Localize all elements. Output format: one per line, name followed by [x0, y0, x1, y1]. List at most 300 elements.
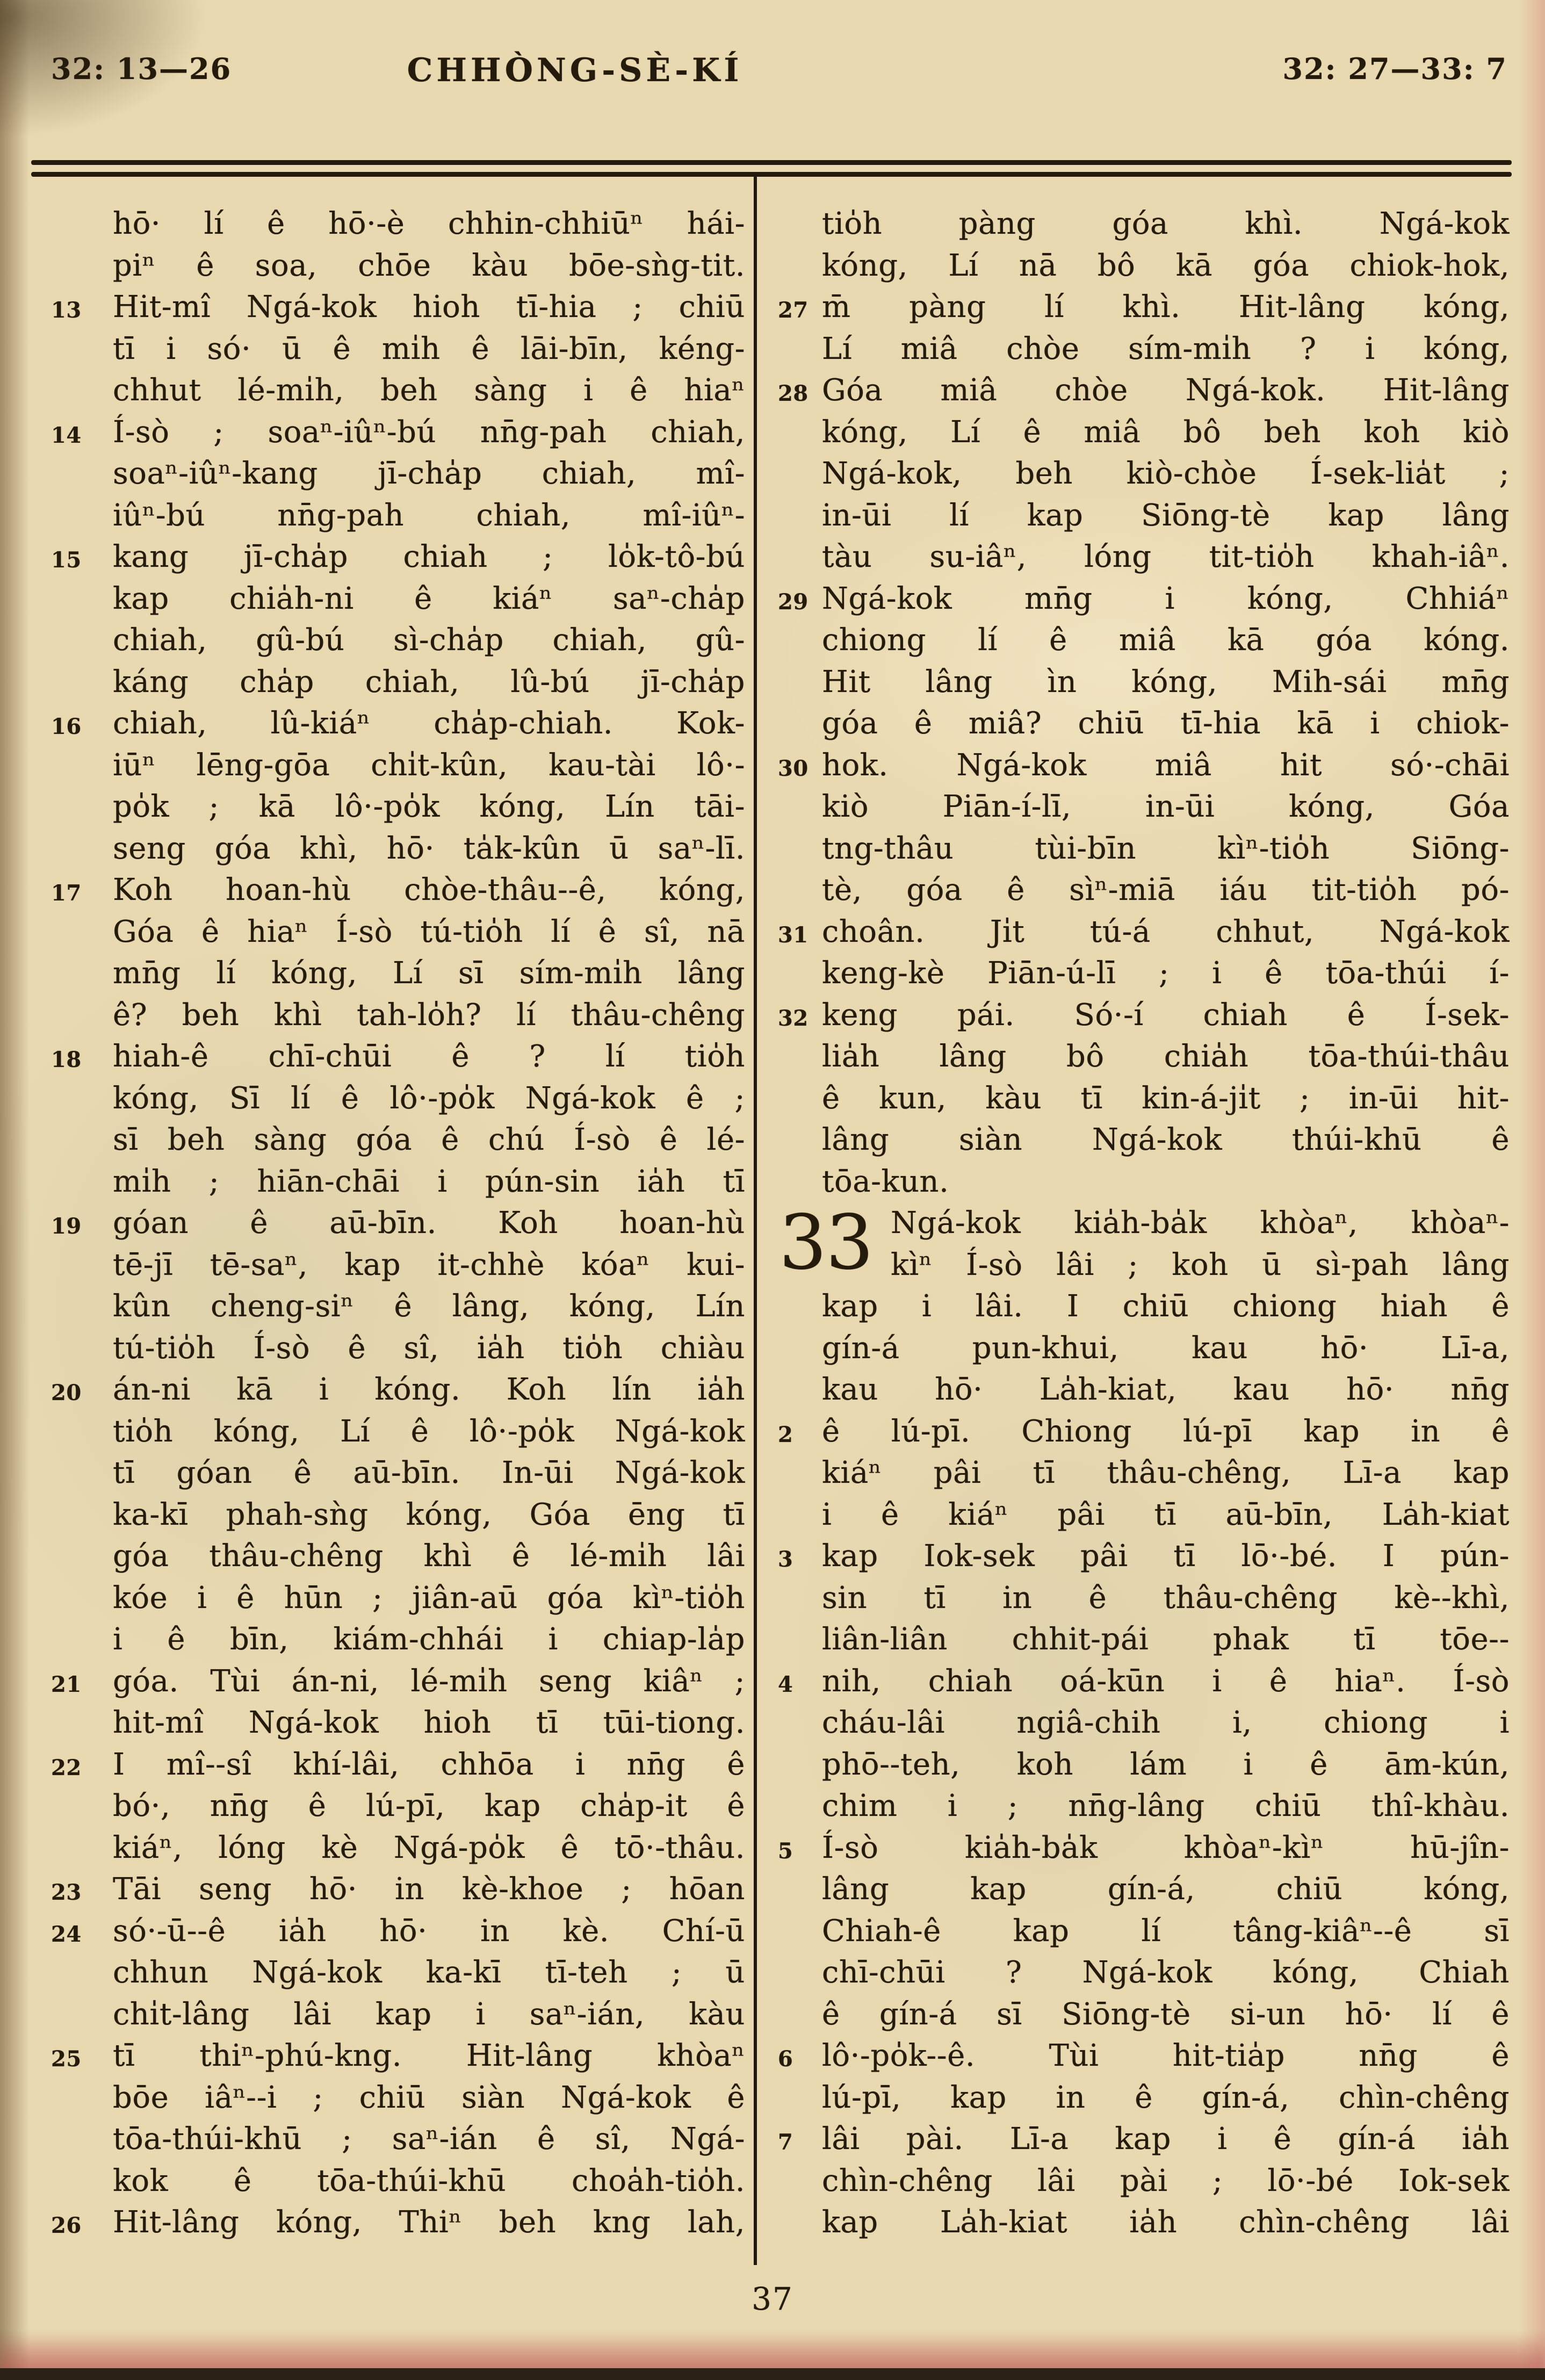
verse-number [51, 370, 113, 412]
verse-number: 23 [51, 1880, 82, 1905]
verse-text-line [51, 1744, 745, 1786]
verse-number [51, 1619, 113, 1661]
verse-text-line [778, 453, 1510, 495]
verse-text-line [51, 328, 745, 370]
verse-number: 15 [51, 547, 82, 573]
verse-text: ka-kī phah-sǹg kóng, Góa ēng tī [113, 1497, 745, 1532]
verse-text: tī góan ê aū-bīn. In-ūi Ngá-kok [113, 1455, 745, 1490]
verse-text-line [778, 1078, 1510, 1120]
verse-text-line [778, 2202, 1510, 2244]
verse-number [51, 2077, 113, 2119]
verse-text-line [778, 619, 1510, 661]
verse-text: kap Iok-sek pâi tī lō·-bé. I pún- [822, 1539, 1510, 1574]
verse-text-line [51, 1161, 745, 1203]
verse-text: Góa ê hiaⁿ Í-sò tú-tio̍h lí ê sî, nā [113, 914, 745, 949]
verse-number: 27 [778, 298, 808, 323]
verse-text-line [51, 1452, 745, 1494]
verse-number: 21 [51, 1671, 82, 1697]
verse-text-line [778, 286, 1510, 328]
verse-text-line [51, 1661, 745, 1703]
verse-text: m̄ pàng lí khì. Hit-lâng kóng, [822, 290, 1510, 324]
verse-number [778, 2077, 822, 2119]
verse-text: Ngá-kok kia̍h-ba̍k khòaⁿ, khòaⁿ- [891, 1206, 1510, 1241]
verse-text-line [51, 1785, 745, 1827]
verse-text: án-ni kā i kóng. Koh lín ia̍h [113, 1372, 745, 1407]
verse-text: po̍k ; kā lô·-po̍k kóng, Lín tāi- [113, 789, 745, 824]
verse-number [51, 2118, 113, 2160]
verse-text-line [778, 1661, 1510, 1703]
verse-number [51, 828, 113, 870]
verse-text-line [51, 828, 745, 870]
verse-text-line [51, 1577, 745, 1619]
verse-text: tio̍h kóng, Lí ê lô·-po̍k Ngá-kok [113, 1413, 745, 1449]
verse-text-line [778, 1619, 1510, 1661]
text-column-right [778, 203, 1510, 2244]
verse-number [778, 1577, 822, 1619]
verse-text-line [778, 1411, 1510, 1453]
verse-text: chim i ; nn̄g-lâng chiū thî-khàu. [822, 1788, 1510, 1823]
verse-text: tio̍h pàng góa khì. Ngá-kok [822, 206, 1510, 241]
verse-text: kóng, Lí ê miâ bô beh koh kiò [822, 414, 1510, 450]
verse-number [778, 1994, 822, 2036]
verse-number [778, 536, 822, 578]
verse-text-line [778, 1952, 1510, 1994]
verse-text: góa ê miâ? chiū tī-hia kā i chiok- [822, 706, 1510, 741]
verse-number [778, 245, 822, 287]
verse-text: chhut lé-mi̍h, beh sàng i ê hiaⁿ [113, 373, 745, 408]
verse-number [778, 953, 822, 994]
verse-text-line [778, 1785, 1510, 1827]
verse-text: tī i só· ū ê mi̍h ê lāi-bīn, kéng- [113, 331, 745, 366]
verse-number [51, 911, 113, 953]
verse-text: piⁿ ê soa, chōe kàu bōe-sǹg-tit. [113, 248, 745, 283]
verse-number: 20 [51, 1380, 82, 1405]
verse-text: i ê bīn, kiám-chhái i chiap-la̍p [113, 1622, 745, 1657]
verse-text-line [51, 1369, 745, 1411]
verse-text-line [51, 2202, 745, 2244]
verse-number [51, 1535, 113, 1577]
text-column-left [51, 203, 745, 2244]
verse-text: gín-á pun-khui, kau hō· Lī-a, [822, 1330, 1510, 1366]
verse-text: lia̍h lâng bô chia̍h tōa-thúi-thâu [822, 1039, 1510, 1074]
verse-text-line [51, 1119, 745, 1161]
verse-number [778, 828, 822, 870]
verse-text-line [778, 2077, 1510, 2119]
verse-text-line [778, 1577, 1510, 1619]
verse-text: kok ê tōa-thúi-khū choa̍h-tio̍h. [113, 2163, 745, 2198]
verse-text: góa. Tùi án-ni, lé-mi̍h seng kiâⁿ ; [113, 1663, 745, 1699]
verse-text-line [51, 1827, 745, 1869]
bottom-ink-stain [0, 2335, 1545, 2372]
verse-number [51, 245, 113, 287]
verse-number: 31 [778, 922, 808, 948]
verse-text: Ngá-kok mn̄g i kóng, Chhiáⁿ [822, 581, 1510, 616]
verse-text: chiah, gû-bú sì-cha̍p chiah, gû- [113, 623, 745, 658]
verse-text: mi̍h ; hiān-chāi i pún-sin ia̍h tī [113, 1164, 745, 1199]
verse-number [51, 953, 113, 994]
verse-text: seng góa khì, hō· ta̍k-kûn ū saⁿ-lī. [113, 831, 745, 866]
verse-text: tē-jī tē-saⁿ, kap it-chhè kóaⁿ kui- [113, 1247, 745, 1282]
verse-text: bōe iâⁿ--i ; chiū siàn Ngá-kok ê [113, 2080, 745, 2115]
verse-text: kóe i ê hūn ; jiân-aū góa kìⁿ-tio̍h [113, 1580, 745, 1615]
verse-text-line [778, 412, 1510, 453]
page-number: 37 [752, 2281, 793, 2317]
verse-text: sin tī in ê thâu-chêng kè--khì, [822, 1580, 1510, 1615]
verse-text: tōa-kun. [822, 1164, 949, 1199]
verse-text: Hit-mî Ngá-kok hioh tī-hia ; chiū [113, 290, 745, 324]
verse-number [51, 1161, 113, 1203]
verse-text-line [778, 953, 1510, 994]
verse-number: 19 [51, 1214, 82, 1239]
verse-number [51, 203, 113, 245]
verse-number [778, 1494, 822, 1536]
verse-text-line [778, 1244, 1510, 1286]
verse-number [51, 1785, 113, 1827]
verse-text: só·-ū--ê ia̍h hō· in kè. Chí-ū [113, 1913, 745, 1949]
verse-number [778, 1286, 822, 1328]
verse-text-line [51, 2077, 745, 2119]
verse-text-line [51, 953, 745, 994]
verse-number: 29 [778, 589, 808, 615]
verse-text-line [51, 2035, 745, 2077]
verse-number: 24 [51, 1921, 82, 1947]
header-title: CHHÒNG-SÈ-KÍ [407, 52, 743, 89]
verse-text: chiah, lû-kiáⁿ cha̍p-chiah. Kok- [113, 706, 745, 741]
verse-number [51, 578, 113, 620]
verse-number [778, 1036, 822, 1078]
verse-text-line [51, 1328, 745, 1369]
verse-text-line [51, 661, 745, 703]
verse-text-line [778, 1036, 1510, 1078]
verse-text-line [51, 370, 745, 412]
verse-text: in-ūi lí kap Siōng-tè kap lâng [822, 497, 1510, 533]
verse-number [51, 453, 113, 495]
verse-number [778, 453, 822, 495]
verse-text: keng pái. Só·-í chiah ê Í-sek- [822, 997, 1510, 1033]
verse-text-line [51, 1286, 745, 1328]
verse-text: soaⁿ-iûⁿ-kang jī-cha̍p chiah, mî- [113, 456, 745, 491]
verse-text: tōa-thúi-khū ; saⁿ-ián ê sî, Ngá- [113, 2122, 745, 2157]
header-left-reference: 32: 13—26 [51, 52, 232, 86]
verse-text-line [778, 1535, 1510, 1577]
verse-number [778, 1702, 822, 1744]
verse-number [51, 1494, 113, 1536]
verse-text-line [51, 911, 745, 953]
verse-number [778, 1869, 822, 1910]
verse-text: keng-kè Piān-ú-lī ; i ê tōa-thúi í- [822, 956, 1510, 991]
verse-number [51, 1952, 113, 1994]
verse-number [51, 786, 113, 828]
verse-number [778, 203, 822, 245]
verse-text: kìⁿ Í-sò lâi ; koh ū sì-pah lâng [891, 1247, 1510, 1282]
verse-text-line [778, 1494, 1510, 1536]
verse-text: tng-thâu tùi-bīn kìⁿ-tio̍h Siōng- [822, 831, 1510, 866]
verse-text-line [51, 1411, 745, 1453]
verse-text: hit-mî Ngá-kok hioh tī tūi-tiong. [113, 1705, 745, 1740]
verse-text: kóng, Lí nā bô kā góa chiok-hok, [822, 248, 1510, 283]
verse-number [778, 1119, 822, 1161]
verse-text-line [51, 2118, 745, 2160]
verse-text-line [51, 1994, 745, 2036]
verse-text-line [51, 619, 745, 661]
verse-number [778, 412, 822, 453]
header-rule-top [31, 160, 1512, 165]
verse-text: kiáⁿ pâi tī thâu-chêng, Lī-a kap [822, 1455, 1510, 1490]
verse-number: 13 [51, 298, 82, 323]
verse-text: lú-pī, kap in ê gín-á, chìn-chêng [822, 2080, 1510, 2115]
verse-number: 28 [778, 381, 808, 406]
verse-text: Hit-lâng kóng, Thiⁿ beh kng lah, [113, 2205, 745, 2240]
verse-number [778, 1328, 822, 1369]
verse-text: lâi pài. Lī-a kap i ê gín-á ia̍h [822, 2122, 1510, 2157]
verse-text: chiong lí ê miâ kā góa kóng. [822, 623, 1510, 658]
verse-text: kang jī-cha̍p chiah ; lo̍k-tô-bú [113, 539, 745, 574]
verse-text-line [51, 1619, 745, 1661]
verse-text-line [778, 1369, 1510, 1411]
verse-number [778, 495, 822, 537]
verse-text: kiáⁿ, lóng kè Ngá-po̍k ê tō·-thâu. [113, 1830, 745, 1865]
verse-number [778, 1369, 822, 1411]
verse-number: 6 [778, 2046, 793, 2072]
verse-text: choân. Ji̍t tú-á chhut, Ngá-kok [822, 914, 1510, 949]
verse-text-line [778, 661, 1510, 703]
verse-text-line [51, 1244, 745, 1286]
verse-text: chī-chūi ? Ngá-kok kóng, Chiah [822, 1955, 1510, 1990]
verse-number [51, 1328, 113, 1369]
verse-text-line [778, 203, 1510, 245]
verse-text: ê kun, kàu tī kin-á-ji̍t ; in-ūi hit- [822, 1080, 1510, 1116]
verse-text-line [778, 2118, 1510, 2160]
verse-text: kap La̍h-kiat ia̍h chìn-chêng lâi [822, 2205, 1510, 2240]
verse-text: kap chia̍h-ni ê kiáⁿ saⁿ-cha̍p [113, 581, 745, 616]
verse-number: 17 [51, 881, 82, 906]
verse-text-line [51, 1202, 745, 1244]
verse-number: 18 [51, 1047, 82, 1072]
verse-number [51, 1119, 113, 1161]
verse-text: tè, góa ê sìⁿ-miā iáu tit-tio̍h pó- [822, 872, 1510, 907]
verse-text-line [51, 1952, 745, 1994]
verse-text: iūⁿ lēng-gōa chi̍t-kûn, kau-tài lô·- [113, 747, 745, 783]
verse-text-line [778, 745, 1510, 787]
verse-text-line [778, 1161, 1510, 1203]
verse-text: iûⁿ-bú nn̄g-pah chiah, mî-iûⁿ- [113, 497, 745, 533]
verse-text-line [51, 495, 745, 537]
verse-text: bó·, nn̄g ê lú-pī, kap cha̍p-it ê [113, 1788, 745, 1823]
verse-text: chìn-chêng lâi pài ; lō·-bé Iok-sek [822, 2163, 1510, 2198]
verse-text-line [778, 869, 1510, 911]
verse-text-line [51, 412, 745, 453]
verse-text: chhun Ngá-kok ka-kī tī-teh ; ū [113, 1955, 745, 1990]
verse-number [778, 869, 822, 911]
verse-text: mn̄g lí kóng, Lí sī sím-mi̍h lâng [113, 956, 745, 991]
verse-text: lâng siàn Ngá-kok thúi-khū ê [822, 1122, 1510, 1157]
verse-text: cháu-lâi ngiâ-chih i, chiong i [822, 1705, 1510, 1740]
verse-text-line [51, 1494, 745, 1536]
verse-text: Góa miâ chòe Ngá-kok. Hit-lâng [822, 373, 1510, 408]
verse-text-line [778, 703, 1510, 745]
verse-number [51, 495, 113, 537]
verse-text: ê lú-pī. Chiong lú-pī kap in ê [822, 1413, 1510, 1449]
column-divider [754, 174, 757, 2265]
verse-text: góa thâu-chêng khì ê lé-mi̍h lâi [113, 1539, 745, 1574]
verse-text: lô·-po̍k--ê. Tùi hit-tia̍p nn̄g ê [822, 2038, 1510, 2073]
verse-text-line [51, 994, 745, 1036]
chapter-number: 33 [779, 1199, 873, 1287]
verse-number: 16 [51, 714, 82, 739]
verse-text-line [778, 1452, 1510, 1494]
verse-number [51, 1244, 113, 1286]
verse-text-line [778, 578, 1510, 620]
verse-number: 7 [778, 2130, 793, 2155]
verse-number [778, 1078, 822, 1120]
verse-number [51, 1577, 113, 1619]
verse-text-line [51, 578, 745, 620]
verse-text: kiò Piān-í-lī, in-ūi kóng, Góa [822, 789, 1510, 824]
verse-text-line [778, 2035, 1510, 2077]
verse-text: nih, chiah oá-kūn i ê hiaⁿ. Í-sò [822, 1663, 1510, 1699]
verse-text-line [778, 828, 1510, 870]
verse-number [778, 1910, 822, 1952]
verse-text-line [51, 286, 745, 328]
verse-number [51, 328, 113, 370]
verse-text-line [51, 703, 745, 745]
verse-number [778, 1619, 822, 1661]
header-rule-bottom [31, 172, 1512, 177]
verse-text-line [778, 1328, 1510, 1369]
verse-text: kau hō· La̍h-kiat, kau hō· nn̄g [822, 1372, 1510, 1407]
verse-text-line [778, 370, 1510, 412]
verse-text-line [778, 1827, 1510, 1869]
verse-text: góan ê aū-bīn. Koh hoan-hù [113, 1206, 745, 1241]
verse-number [778, 1452, 822, 1494]
verse-text-line [51, 869, 745, 911]
verse-number: 14 [51, 422, 82, 448]
verse-text: tàu su-iâⁿ, lóng tit-tio̍h khah-iâⁿ. [822, 539, 1510, 574]
verse-number: 26 [51, 2213, 82, 2238]
verse-number [778, 1244, 822, 1286]
verse-text-line [778, 245, 1510, 287]
verse-text-line [51, 1702, 745, 1744]
verse-text-line [778, 1702, 1510, 1744]
verse-text-line [778, 1119, 1510, 1161]
verse-number [778, 1744, 822, 1786]
verse-text-line [778, 994, 1510, 1036]
verse-text-line [51, 536, 745, 578]
verse-text-line [778, 2160, 1510, 2202]
verse-text-line [778, 1744, 1510, 1786]
verse-text-line [778, 911, 1510, 953]
verse-number [778, 1785, 822, 1827]
verse-text-line [51, 203, 745, 245]
verse-text: ê gín-á sī Siōng-tè si-un hō· lí ê [822, 1996, 1510, 2032]
verse-text: káng cha̍p chiah, lû-bú jī-cha̍p [113, 664, 745, 699]
verse-number [51, 1286, 113, 1328]
verse-number [51, 2160, 113, 2202]
verse-text: phō--teh, koh lám i ê ām-kún, [822, 1747, 1510, 1782]
verse-number: 30 [778, 755, 808, 781]
verse-text-line [778, 786, 1510, 828]
verse-text: tī thiⁿ-phú-kng. Hit-lâng khòaⁿ [113, 2038, 745, 2073]
verse-text: Í-sò kia̍h-ba̍k khòaⁿ-kìⁿ hū-jîn- [822, 1830, 1510, 1865]
verse-number [51, 745, 113, 787]
verse-number [51, 994, 113, 1036]
verse-number: 5 [778, 1838, 793, 1864]
verse-text-line [778, 328, 1510, 370]
page-edge-shadow [0, 2368, 1545, 2380]
verse-text-line [51, 245, 745, 287]
verse-number [778, 1952, 822, 1994]
verse-number [778, 661, 822, 703]
verse-text: ê? beh khì tah-lo̍h? lí thâu-chêng [113, 997, 745, 1033]
verse-text: Í-sò ; soaⁿ-iûⁿ-bú nn̄g-pah chiah, [113, 414, 745, 450]
verse-text: kap i lâi. I chiū chiong hiah ê [822, 1289, 1510, 1324]
verse-text: Hit lâng ìn kóng, Mih-sái mn̄g [822, 664, 1510, 699]
verse-text: Ngá-kok, beh kiò-chòe Í-sek-lia̍t ; [822, 456, 1510, 491]
verse-text-line [778, 536, 1510, 578]
verse-text: lâng kap gín-á, chiū kóng, [822, 1872, 1510, 1907]
verse-number [51, 1702, 113, 1744]
verse-text-line [51, 1910, 745, 1952]
verse-text: Tāi seng hō· in kè-khoe ; hōan [113, 1872, 745, 1907]
verse-text-line [51, 2160, 745, 2202]
verse-number [778, 2160, 822, 2202]
verse-text-line [51, 1036, 745, 1078]
verse-number [778, 703, 822, 745]
verse-text-line [51, 1869, 745, 1910]
verse-text: hok. Ngá-kok miâ hit só·-chāi [822, 747, 1510, 783]
verse-text-line [778, 1286, 1510, 1328]
verse-number [51, 1452, 113, 1494]
verse-text: Koh hoan-hù chòe-thâu--ê, kóng, [113, 872, 745, 907]
verse-text: kóng, Sī lí ê lô·-po̍k Ngá-kok ê ; [113, 1080, 745, 1116]
verse-number [778, 2202, 822, 2244]
verse-text-line [51, 786, 745, 828]
verse-text-line [51, 453, 745, 495]
verse-number [51, 1078, 113, 1120]
verse-text: hiah-ê chī-chūi ê ? lí tio̍h [113, 1039, 745, 1074]
verse-text-line [51, 1535, 745, 1577]
verse-text: hō· lí ê hō·-è chhin-chhiūⁿ hái- [113, 206, 745, 241]
verse-text: sī beh sàng góa ê chú Í-sò ê lé- [113, 1122, 745, 1157]
verse-number: 32 [778, 1005, 808, 1031]
verse-number: 4 [778, 1671, 793, 1697]
verse-number: 2 [778, 1422, 793, 1447]
verse-text-line [51, 745, 745, 787]
verse-text: Lí miâ chòe sím-mi̍h ? i kóng, [822, 331, 1510, 366]
verse-number [51, 1994, 113, 2036]
verse-text-line [778, 1869, 1510, 1910]
verse-number [778, 786, 822, 828]
verse-text-line [778, 495, 1510, 537]
verse-number [778, 328, 822, 370]
verse-text: liân-liân chhit-pái phak tī tōe-- [822, 1622, 1510, 1657]
verse-number: 3 [778, 1547, 793, 1572]
verse-number [51, 1827, 113, 1869]
verse-text: tú-tio̍h Í-sò ê sî, ia̍h tio̍h chiàu [113, 1330, 745, 1366]
verse-number: 25 [51, 2046, 82, 2072]
verse-number [51, 619, 113, 661]
verse-number [778, 1161, 822, 1203]
verse-text-line [778, 1910, 1510, 1952]
verse-text-line [778, 1994, 1510, 2036]
verse-text-line [51, 1078, 745, 1120]
header-right-reference: 32: 27—33: 7 [1282, 52, 1507, 86]
verse-text: Chiah-ê kap lí tâng-kiâⁿ--ê sī [822, 1913, 1510, 1949]
verse-text: kûn cheng-siⁿ ê lâng, kóng, Lín [113, 1289, 745, 1324]
verse-number [51, 661, 113, 703]
verse-number [778, 619, 822, 661]
verse-number [51, 1411, 113, 1453]
